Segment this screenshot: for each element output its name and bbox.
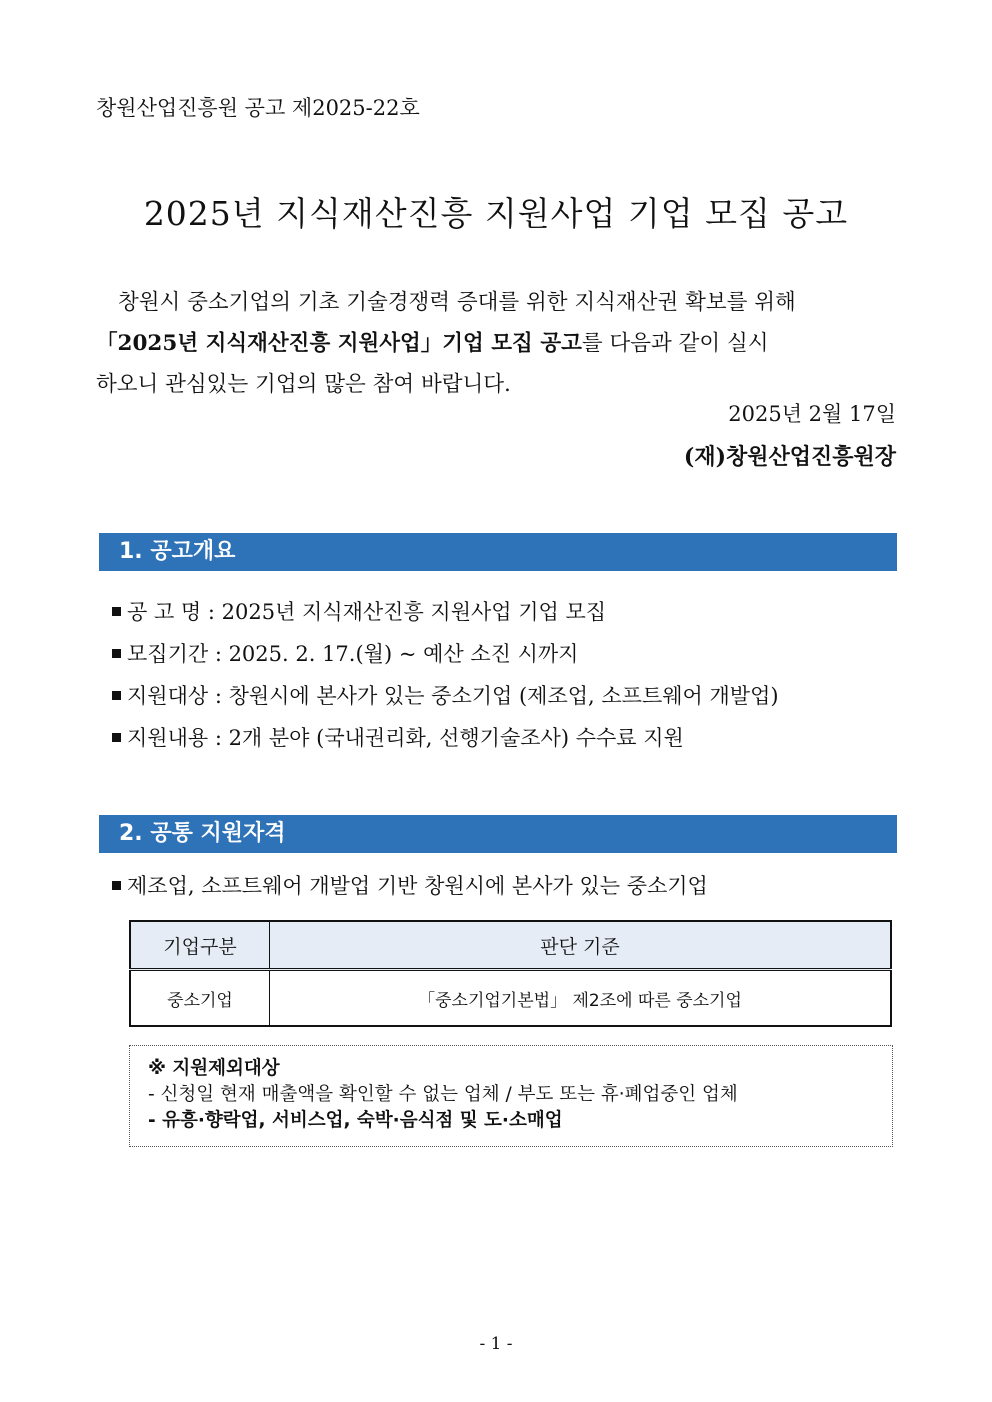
list-item: 지원대상 : 창원시에 본사가 있는 중소기업 (제조업, 소프트웨어 개발업)	[112, 675, 902, 717]
page-number: - 1 -	[479, 1334, 513, 1354]
exclusion-box	[129, 1045, 893, 1147]
list-item: 제조업, 소프트웨어 개발업 기반 창원시에 본사가 있는 중소기업	[112, 865, 902, 907]
notice-date: 2025년 2월 17일	[728, 402, 896, 426]
list-item: 모집기간 : 2025. 2. 17.(월) ~ 예산 소진 시까지	[112, 633, 902, 675]
section-1-heading: 1. 공고개요	[99, 533, 897, 571]
issuer-name: (재)창원산업진흥원장	[683, 444, 896, 470]
square-bullet-icon	[112, 691, 121, 700]
section-1-list	[112, 591, 902, 759]
section-2-heading: 2. 공통 지원자격	[99, 815, 897, 853]
square-bullet-icon	[112, 733, 121, 742]
list-item: 공 고 명 : 2025년 지식재산진흥 지원사업 기업 모집	[112, 591, 902, 633]
square-bullet-icon	[112, 649, 121, 658]
intro-program-name: 「2025년 지식재산진흥 지원사업」기업 모집 공고	[96, 331, 582, 356]
page-title: 2025년 지식재산진흥 지원사업 기업 모집 공고	[143, 194, 849, 233]
notice-number: 창원산업진흥원 공고 제2025-22호	[96, 96, 420, 120]
table-header-cell: 판단 기준	[270, 921, 892, 970]
table-row	[130, 970, 891, 1027]
exclusion-title: ※ 지원제외대상	[148, 1058, 280, 1079]
intro-line-1: 창원시 중소기업의 기초 기술경쟁력 증대를 위한 지식재산권 확보를 위해	[118, 290, 796, 315]
square-bullet-icon	[112, 881, 121, 890]
intro-line-3: 하오니 관심있는 기업의 많은 참여 바랍니다.	[96, 372, 511, 397]
exclusion-line: - 유흥·향락업, 서비스업, 숙박·음식점 및 도·소매업	[148, 1110, 563, 1131]
eligibility-table	[129, 920, 892, 1027]
square-bullet-icon	[112, 607, 121, 616]
section-2-list	[112, 865, 902, 907]
list-item: 지원내용 : 2개 분야 (국내권리화, 선행기술조사) 수수료 지원	[112, 717, 902, 759]
intro-paragraph	[96, 282, 896, 405]
intro-line-2-rest: 를 다음과 같이 실시	[581, 331, 769, 356]
table-cell: 중소기업	[130, 970, 270, 1027]
exclusion-line: - 신청일 현재 매출액을 확인할 수 없는 업체 / 부도 또는 휴·폐업중인 업체	[148, 1084, 738, 1105]
table-header-cell: 기업구분	[130, 921, 270, 970]
table-cell: 「중소기업기본법」 제2조에 따른 중소기업	[418, 990, 742, 1011]
table-header-row	[130, 921, 891, 970]
